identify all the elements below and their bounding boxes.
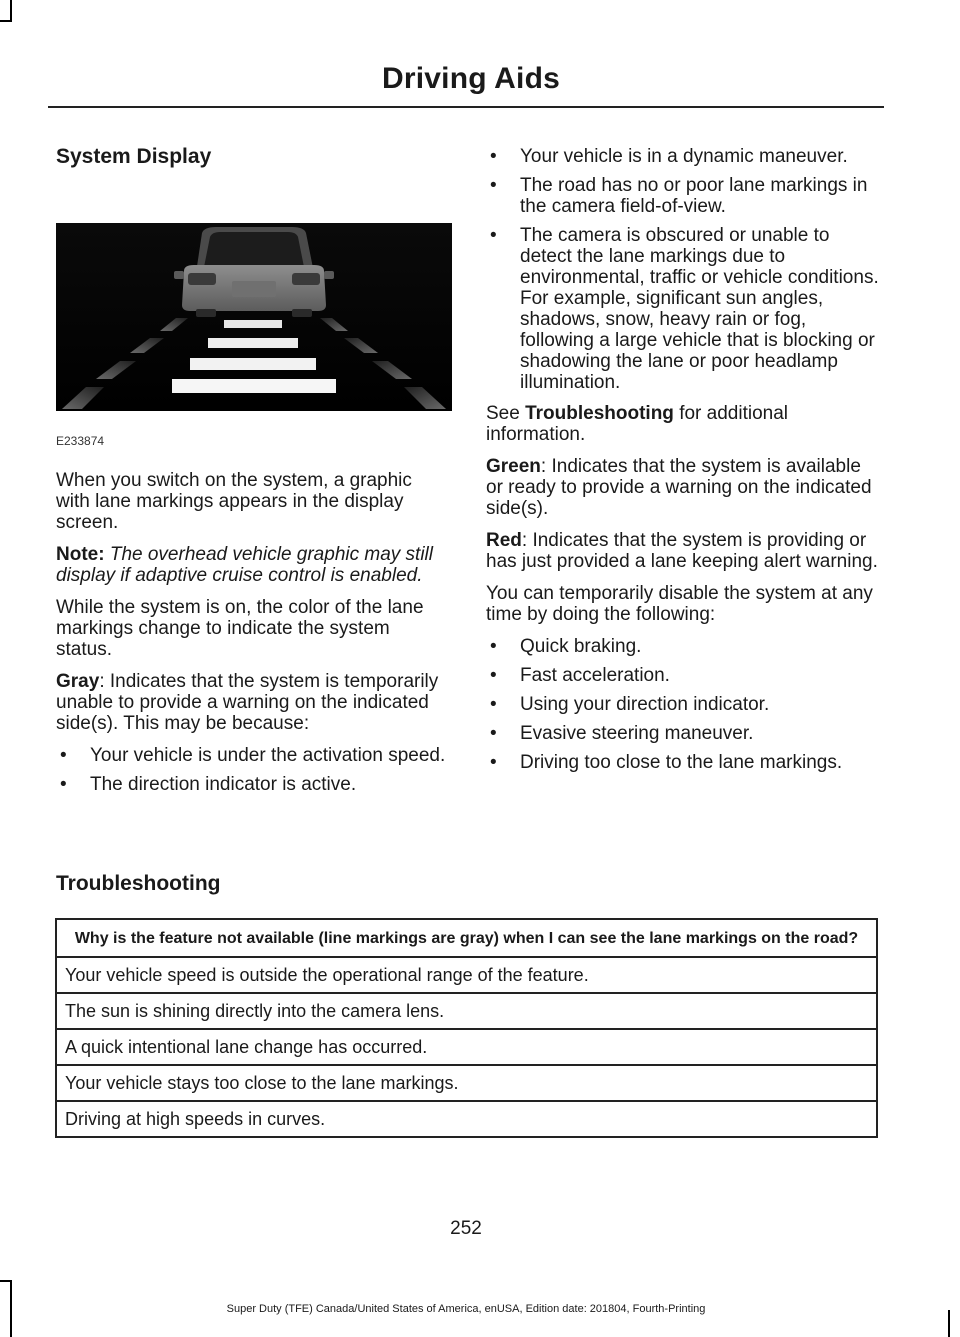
table-cell: Your vehicle speed is outside the operational range of the feature. — [56, 957, 877, 993]
section-title-system-display: System Display — [56, 145, 212, 168]
gray-reasons-list — [56, 745, 450, 795]
gray-label: Gray — [56, 671, 100, 692]
crop-mark — [10, 0, 12, 22]
crop-mark — [0, 1280, 12, 1282]
list-item: • The camera is obscured or unable to detect the lane markings due to environmental, traffic or vehicle conditions. For example, significant sun angles, shadows, snow, heavy rain or fog, following a large vehicle that is blocking or shadowing the lane or poor headlamp illumination. — [486, 225, 880, 393]
left-column — [56, 146, 450, 805]
list-item: • Fast acceleration. — [486, 665, 880, 686]
table-row — [56, 993, 877, 1029]
gray-status — [56, 671, 450, 734]
paragraph-color-status: While the system is on, the color of the lane markings change to indicate the system status. — [56, 597, 424, 660]
table-cell: A quick intentional lane change has occurred. — [56, 1029, 877, 1065]
list-item: • Your vehicle is under the activation speed. — [56, 745, 450, 766]
crop-mark — [948, 1310, 950, 1337]
list-item: • Your vehicle is in a dynamic maneuver. — [486, 146, 880, 167]
note-text: The overhead vehicle graphic may still display if adaptive cruise control is enabled. — [56, 544, 434, 586]
table-cell: Your vehicle stays too close to the lane markings. — [56, 1065, 877, 1101]
list-item: • Quick braking. — [486, 636, 880, 657]
note-label: Note: — [56, 544, 105, 565]
table-row — [56, 1065, 877, 1101]
troubleshooting-table — [55, 918, 878, 1138]
footer-edition: Super Duty (TFE) Canada/United States of America, enUSA, Edition date: 201804, Fourth-Printing — [226, 1303, 706, 1315]
green-text: : Indicates that the system is available or ready to provide a warning on the indicated side(s). — [486, 456, 872, 519]
image-code: E233874 — [56, 434, 105, 448]
green-status — [486, 456, 880, 519]
list-item: • The direction indicator is active. — [56, 774, 450, 795]
red-text: : Indicates that the system is providing or has just provided a lane keeping alert warning. — [486, 530, 878, 572]
troubleshooting-reference: Troubleshooting — [525, 403, 674, 424]
disable-intro: You can temporarily disable the system at any time by doing the following: — [486, 583, 873, 625]
table-row — [56, 1101, 877, 1137]
green-label: Green — [486, 456, 541, 477]
red-label: Red — [486, 530, 522, 551]
paragraph-intro: When you switch on the system, a graphic with lane markings appears in the display screen. — [56, 470, 412, 533]
table-row — [56, 957, 877, 993]
list-item: • The road has no or poor lane markings in the camera field-of-view. — [486, 175, 880, 217]
page-header-title: Driving Aids — [382, 62, 560, 95]
table-cell: Driving at high speeds in curves. — [56, 1101, 877, 1137]
right-column — [486, 146, 880, 783]
list-item: • Using your direction indicator. — [486, 694, 880, 715]
red-status — [486, 530, 880, 572]
header-rule — [48, 106, 884, 108]
page-number: 252 — [450, 1218, 482, 1239]
crop-mark — [0, 20, 12, 22]
section-title-troubleshooting: Troubleshooting — [56, 872, 221, 895]
see-troubleshooting — [486, 403, 880, 445]
lane-display-illustration — [56, 223, 452, 411]
list-item: • Driving too close to the lane markings. — [486, 752, 880, 773]
table-cell: The sun is shining directly into the camera lens. — [56, 993, 877, 1029]
table-row — [56, 1029, 877, 1065]
disable-list — [486, 636, 880, 773]
note — [56, 544, 450, 586]
see-pre: See — [486, 403, 526, 424]
gray-text: : Indicates that the system is temporarily unable to provide a warning on the indicated side(s). This may be because: — [56, 671, 439, 734]
list-item: • Evasive steering maneuver. — [486, 723, 880, 744]
table-header: Why is the feature not available (line markings are gray) when I can see the lane markings on the road? — [56, 919, 877, 957]
gray-reasons-list-continued — [486, 146, 880, 393]
see-post: for additional information. — [486, 403, 788, 445]
